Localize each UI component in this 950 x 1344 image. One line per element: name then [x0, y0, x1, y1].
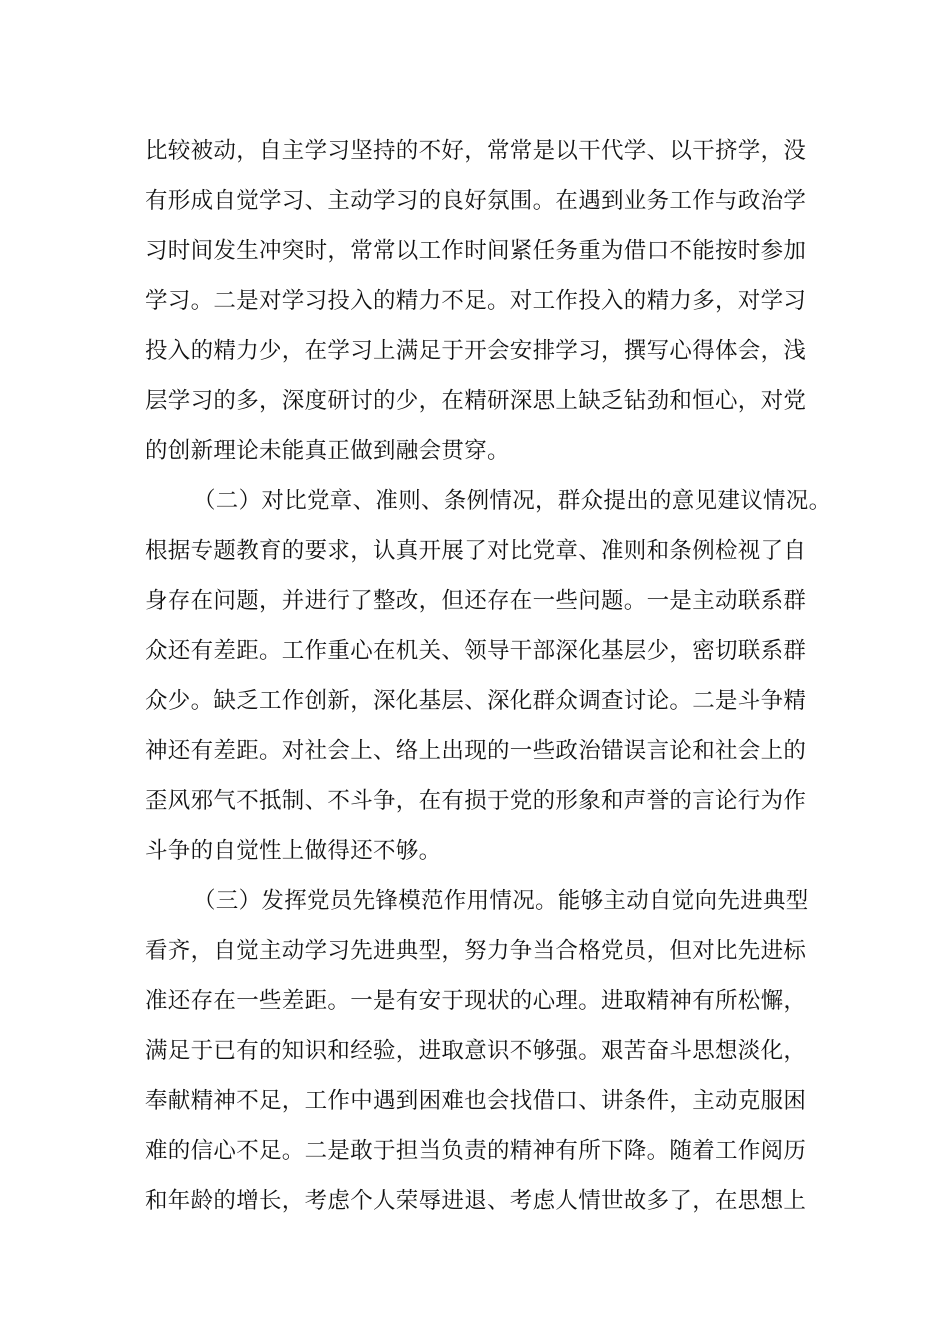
section-heading-2: （二）对比党章、准则、条例情况，群众提出的意见建议情况。	[193, 488, 832, 514]
text-line: 投入的精力少，在学习上满足于开会安排学习，撰写心得体会，浅	[145, 338, 807, 364]
section-heading-3: （三）发挥党员先锋模范作用情况。能够主动自觉向先进典型	[193, 888, 809, 914]
text-line: 的创新理论未能真正做到融会贯穿。	[145, 438, 510, 464]
text-line: 看齐，自觉主动学习先进典型，努力争当合格党员，但对比先进标	[145, 938, 807, 964]
text-line: 习时间发生冲突时，常常以工作时间紧任务重为借口不能按时参加	[145, 238, 807, 264]
text-line: 斗争的自觉性上做得还不够。	[145, 838, 442, 864]
text-line: 众少。缺乏工作创新，深化基层、深化群众调查讨论。二是斗争精	[145, 688, 807, 714]
text-line: 层学习的多，深度研讨的少，在精研深思上缺乏钻劲和恒心，对党	[145, 388, 807, 414]
text-line: 歪风邪气不抵制、不斗争，在有损于党的形象和声誉的言论行为作	[145, 788, 807, 814]
text-line: 神还有差距。对社会上、络上出现的一些政治错误言论和社会上的	[145, 738, 807, 764]
text-line: 有形成自觉学习、主动学习的良好氛围。在遇到业务工作与政治学	[145, 188, 807, 214]
text-line: 身存在问题，并进行了整改，但还存在一些问题。一是主动联系群	[145, 588, 807, 614]
text-line: 难的信心不足。二是敢于担当负责的精神有所下降。随着工作阅历	[145, 1138, 807, 1164]
text-line: 学习。二是对学习投入的精力不足。对工作投入的精力多，对学习	[145, 288, 807, 314]
text-line: 根据专题教育的要求，认真开展了对比党章、准则和条例检视了自	[145, 538, 807, 564]
text-line: 准还存在一些差距。一是有安于现状的心理。进取精神有所松懈，	[145, 988, 807, 1014]
text-line: 满足于已有的知识和经验，进取意识不够强。艰苦奋斗思想淡化，	[145, 1038, 807, 1064]
text-line: 和年龄的增长，考虑个人荣辱进退、考虑人情世故多了，在思想上	[145, 1188, 807, 1214]
text-line: 众还有差距。工作重心在机关、领导干部深化基层少，密切联系群	[145, 638, 807, 664]
text-line: 比较被动，自主学习坚持的不好，常常是以干代学、以干挤学，没	[145, 138, 807, 164]
text-line: 奉献精神不足，工作中遇到困难也会找借口、讲条件，主动克服困	[145, 1088, 807, 1114]
